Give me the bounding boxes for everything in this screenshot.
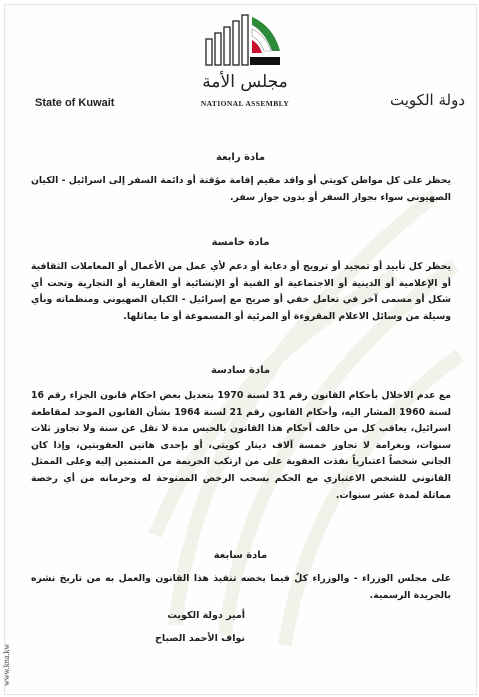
national-assembly-emblem-icon	[202, 13, 282, 69]
article-6-heading: مادة سادسة	[210, 365, 271, 376]
signature-title: أمير دولة الكويت	[167, 610, 245, 621]
assembly-name-arabic: مجلس الأمة	[202, 72, 288, 92]
assembly-name-english: NATIONAL ASSEMBLY	[200, 99, 290, 108]
article-5-heading: مادة خامسة	[211, 237, 270, 248]
side-url: www.kna.kw	[2, 643, 11, 686]
article-4-text: يحظر على كل مواطن كويتي أو وافد مقيم إقامة مؤقتة أو دائمة السفر إلى اسرائيل - الكيان الصهيوني سواء بجواز السفر أو بدون جواز سفر.	[31, 175, 451, 203]
state-name-arabic: دولة الكويت	[390, 91, 465, 109]
signature-name: نواف الأحمد الصباح	[155, 633, 245, 644]
article-5-text: يحظر كل تأييد أو تمجيد أو ترويج أو دعاية أو دعم لأي عمل من الأعمال أو المعاملات الثقافية أو الإعلامية أو الدينية أو الاجتماعية أو الفنية أو الإنشائية أو العقارية أو التجارية وتحت أي شكل أو مسمى آخر في تعامل خفي أو صريح مع إسرائيل - الكيان الصهيوني ومنظماته وبأي وسيلة من وسائل الاعلام المقروءة أو المرئية أو المسموعة أو ما يماثلها.	[31, 261, 451, 322]
article-6-text: مع عدم الاخلال بأحكام القانون رقم 31 لسنة 1970 بتعديل بعض احكام قانون الجزاء رقم 16 لسنة 1960 المشار اليه، وأحكام القانون رقم 21 لسنة 1964 بشأن القانون الموحد لمقاطعة اسرائيل، يعاقب كل من خالف أحكام هذا القانون بالحبس مدة لا تقل عن سنة ولا تجاوز ثلاث سنوات، وبغرامة لا تجاوز خمسة آلاف دينار كويتي، أو بإحدى هاتين العقوبتين، وإذا كان الجاني شخصاً اعتبارياً نفذت العقوبة على من ارتكب الجريمة من المنتمين إليه وعلى الممثل القانوني للشخص الاعتباري مع الحكم بسحب الرخص الممنوحة له وحرمانه من أي رخصة مماثلة لمدة عشر سنوات.	[31, 390, 452, 501]
article-7-text: على مجلس الوزراء - والوزراء كلٌ فيما يخصه تنفيذ هذا القانون والعمل به من تاريخ نشره بالجريدة الرسمية.	[31, 573, 451, 601]
document-page	[4, 4, 477, 695]
state-name-english: State of Kuwait	[35, 97, 115, 109]
article-4-heading: مادة رابعة	[215, 152, 266, 163]
side-url-container	[2, 643, 44, 695]
article-7-heading: مادة سابعة	[213, 550, 268, 561]
